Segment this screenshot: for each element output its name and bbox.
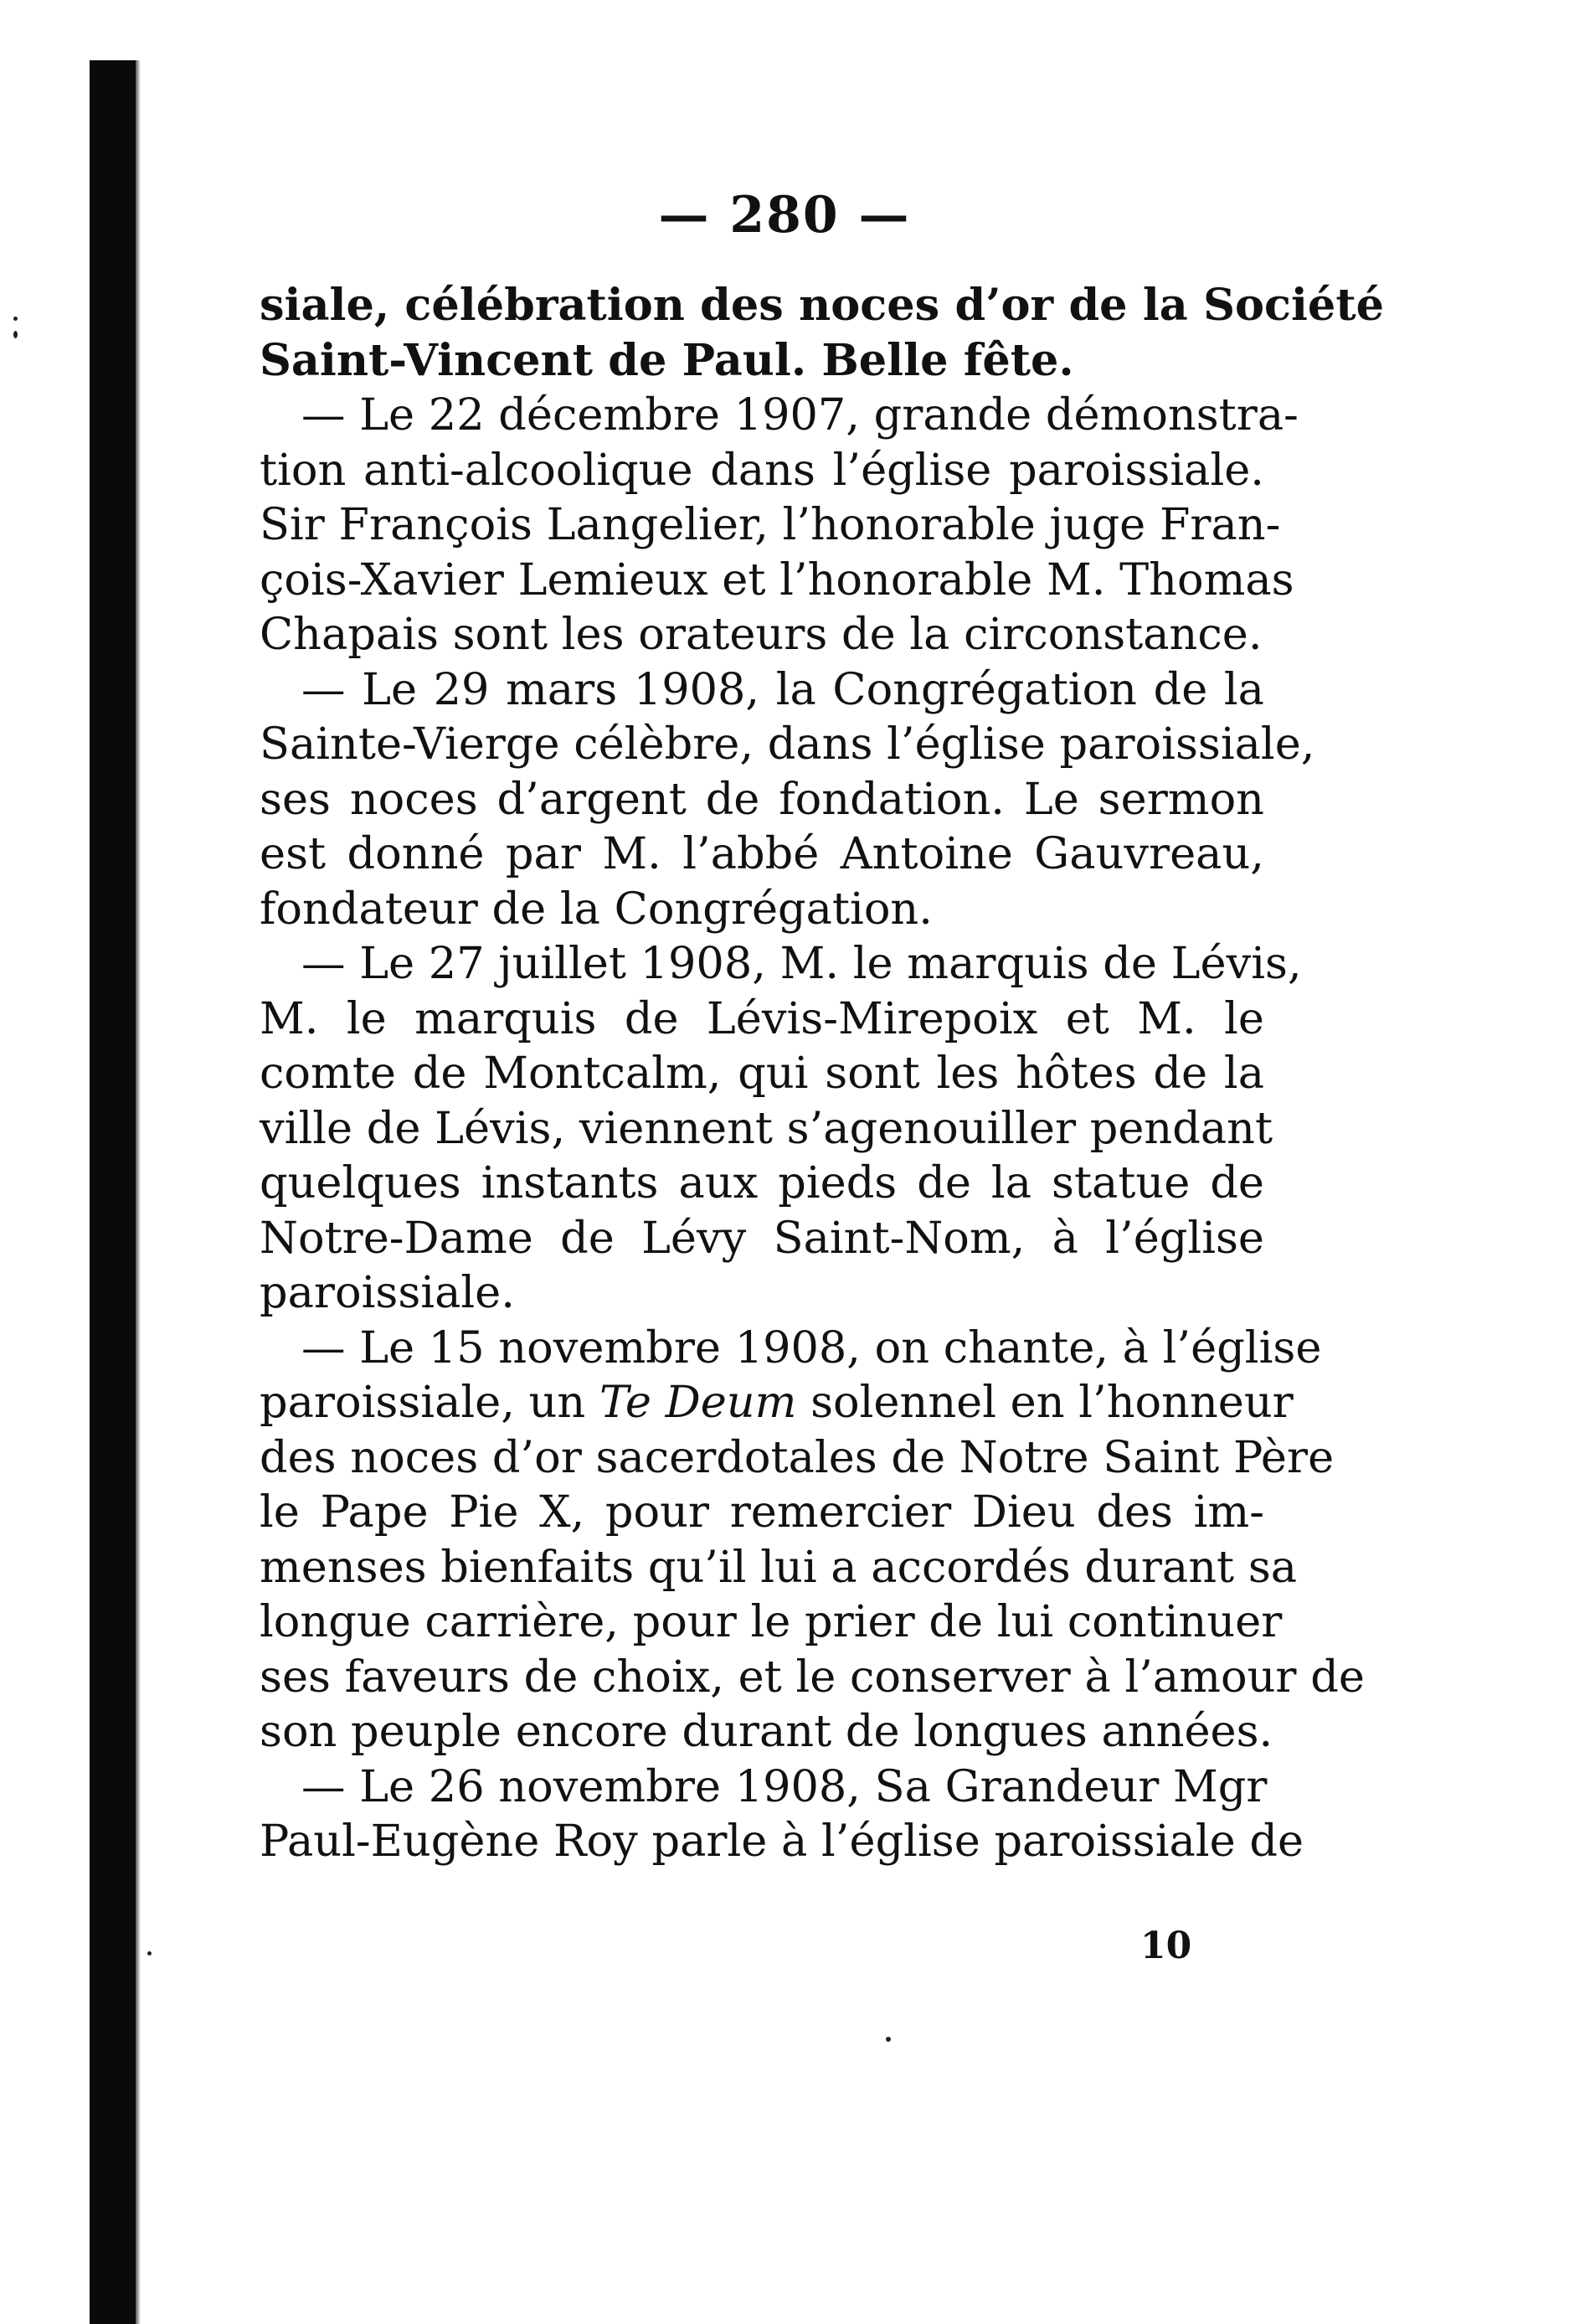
text-line: — Le 22 décembre 1907, grande démonstra- (301, 389, 1299, 441)
text-line: Notre-Dame de Lévy Saint-Nom, à l’église (260, 1212, 1264, 1264)
text-line: paroissiale, un Te Deum solennel en l’honneur (260, 1377, 1294, 1428)
scan-speck (886, 2037, 891, 2042)
text-line: menses bienfaits qu’il lui a accordés durant sa (260, 1541, 1298, 1593)
text-line: — Le 15 novembre 1908, on chante, à l’église (301, 1322, 1322, 1373)
text-line: — Le 26 novembre 1908, Sa Grandeur Mgr (301, 1760, 1268, 1812)
scan-speck (13, 317, 18, 321)
text-line: Sainte-Vierge célèbre, dans l’église paroissiale, (260, 719, 1315, 770)
page-binding-edge (90, 60, 136, 2324)
text-line: quelques instants aux pieds de la statue de (260, 1157, 1264, 1208)
text-line: ses noces d’argent de fondation. Le sermon (260, 773, 1264, 825)
text-line: est donné par M. l’abbé Antoine Gauvreau, (260, 828, 1264, 879)
text-line: son peuple encore durant de longues années. (260, 1706, 1273, 1757)
scan-speck (147, 1951, 152, 1956)
text-line: M. le marquis de Lévis-Mirepoix et M. le (260, 992, 1264, 1044)
text-line: fondateur de la Congrégation. (260, 883, 933, 935)
text-line: — Le 27 juillet 1908, M. le marquis de Lévis, (301, 938, 1302, 989)
signature-mark: 10 (1140, 1925, 1192, 1967)
text-line: Sir François Langelier, l’honorable juge Fran- (260, 499, 1281, 550)
text-line: çois-Xavier Lemieux et l’honorable M. Thomas (260, 554, 1294, 605)
text-line: tion anti-alcoolique dans l’église paroissiale. (260, 444, 1264, 496)
text-line: ses faveurs de choix, et le conserver à l’amour de (260, 1651, 1365, 1703)
text-line: ville de Lévis, viennent s’agenouiller pendant (260, 1102, 1273, 1154)
scan-speck (13, 331, 18, 338)
text-line: paroissiale. (260, 1267, 515, 1318)
text-line: Paul-Eugène Roy parle à l’église paroissiale de (260, 1816, 1304, 1867)
text-line: le Pape Pie X, pour remercier Dieu des im- (260, 1487, 1264, 1538)
text-line: longue carrière, pour le prier de lui continuer (260, 1596, 1283, 1647)
text-line: — Le 29 mars 1908, la Congrégation de la (301, 663, 1264, 715)
text-line: siale, célébration des noces d’or de la Société (260, 280, 1384, 331)
text-line: des noces d’or sacerdotales de Notre Saint Père (260, 1431, 1335, 1483)
text-line: Chapais sont les orateurs de la circonstance. (260, 609, 1263, 660)
text-line: Saint-Vincent de Paul. Belle fête. (260, 334, 1074, 386)
text-line: comte de Montcalm, qui sont les hôtes de la (260, 1048, 1264, 1099)
page-number-header: — 280 — (658, 186, 911, 245)
italic-phrase: Te Deum (599, 1377, 797, 1428)
body-text (260, 278, 1384, 1869)
